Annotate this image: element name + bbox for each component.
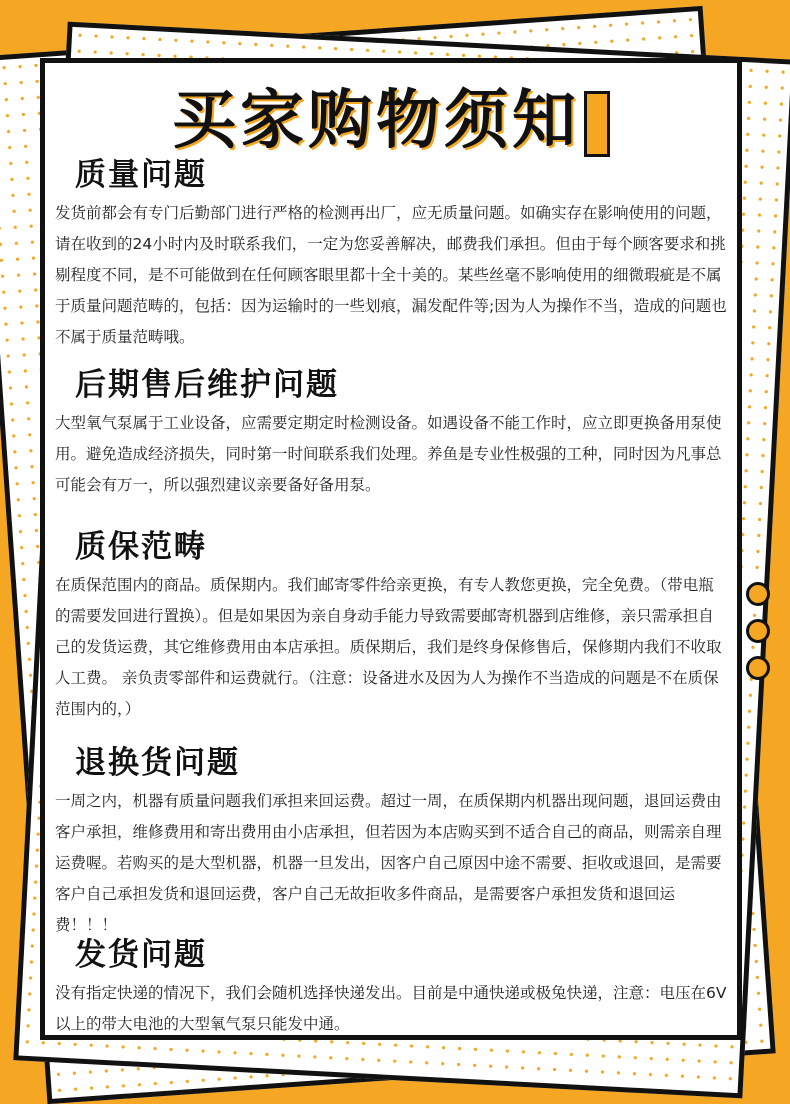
section-heading: 退换货问题 — [75, 745, 240, 781]
section-warranty — [45, 521, 737, 725]
section-heading: 质保范畴 — [75, 529, 207, 565]
section-heading: 后期售后维护问题 — [75, 367, 339, 403]
binder-ring-icon — [746, 619, 770, 643]
section-body: 大型氧气泵属于工业设备，应需要定期定时检测设备。如遇设备不能工作时，应立即更换备用泵使用。避免造成经济损失，同时第一时间联系我们处理。养鱼是专业性极强的工种，同时因为凡事总可能会有万一，所以强烈建议亲要备好备用泵。 — [55, 414, 722, 494]
binder-ring-icon — [746, 582, 770, 606]
section-returns — [45, 737, 737, 941]
section-body: 在质保范围内的商品。质保期内。我们邮寄零件给亲更换，有专人教您更换，完全免费。（带电瓶的需要发回进行置换）。但是如果因为亲自身动手能力导致需要邮寄机器到店维修，亲只需承担自己的发货运费，其它维修费用由本店承担。质保期后，我们是终身保修售后，保修期内我们不收取人工费。 亲负责零部件和运费就行。（注意：设备进水及因为人为操作不当造成的问题是不在质保范围内的，） — [55, 576, 722, 718]
section-body: 发货前都会有专门后勤部门进行严格的检测再出厂，应无质量问题。如确实存在影响使用的问题，请在收到的24小时内及时联系我们，一定为您妥善解决，邮费我们承担。但由于每个顾客要求和挑剔程度不同，是不可能做到在任何顾客眼里都十全十美的。某些丝毫不影响使用的细微瑕疵是不属于质量问题范畴的，包括：因为运输时的一些划痕，漏发配件等;因为人为操作不当，造成的问题也不属于质量范畴哦。 — [55, 204, 727, 346]
section-after-sales — [45, 359, 737, 501]
section-quality — [45, 149, 737, 353]
section-heading: 质量问题 — [75, 157, 207, 193]
section-shipping — [45, 929, 737, 1040]
page-title — [45, 69, 737, 161]
section-heading: 发货问题 — [75, 937, 207, 973]
section-body: 一周之内，机器有质量问题我们承担来回运费。超过一周，在质保期内机器出现问题，退回运费由客户承担，维修费用和寄出费用由小店承担，但若因为本店购买到不适合自己的商品，则需亲自理运费喔。若购买的是大型机器，机器一旦发出，因客户自己原因中途不需要、拒收或退回，是需要客户自己承担发货和退回运费，客户自己无故拒收多件商品，是需要客户承担发货和退回运费！！！ — [55, 792, 722, 934]
binder-ring-icon — [746, 656, 770, 680]
notice-card — [40, 58, 742, 1040]
section-body: 没有指定快递的情况下，我们会随机选择快递发出。目前是中通快递或极兔快递，注意：电压在6V以上的带大电池的大型氧气泵只能发中通。 — [55, 984, 727, 1033]
page-title-text: 买家购物须知 — [172, 84, 580, 158]
title-accent-mark — [584, 91, 610, 157]
